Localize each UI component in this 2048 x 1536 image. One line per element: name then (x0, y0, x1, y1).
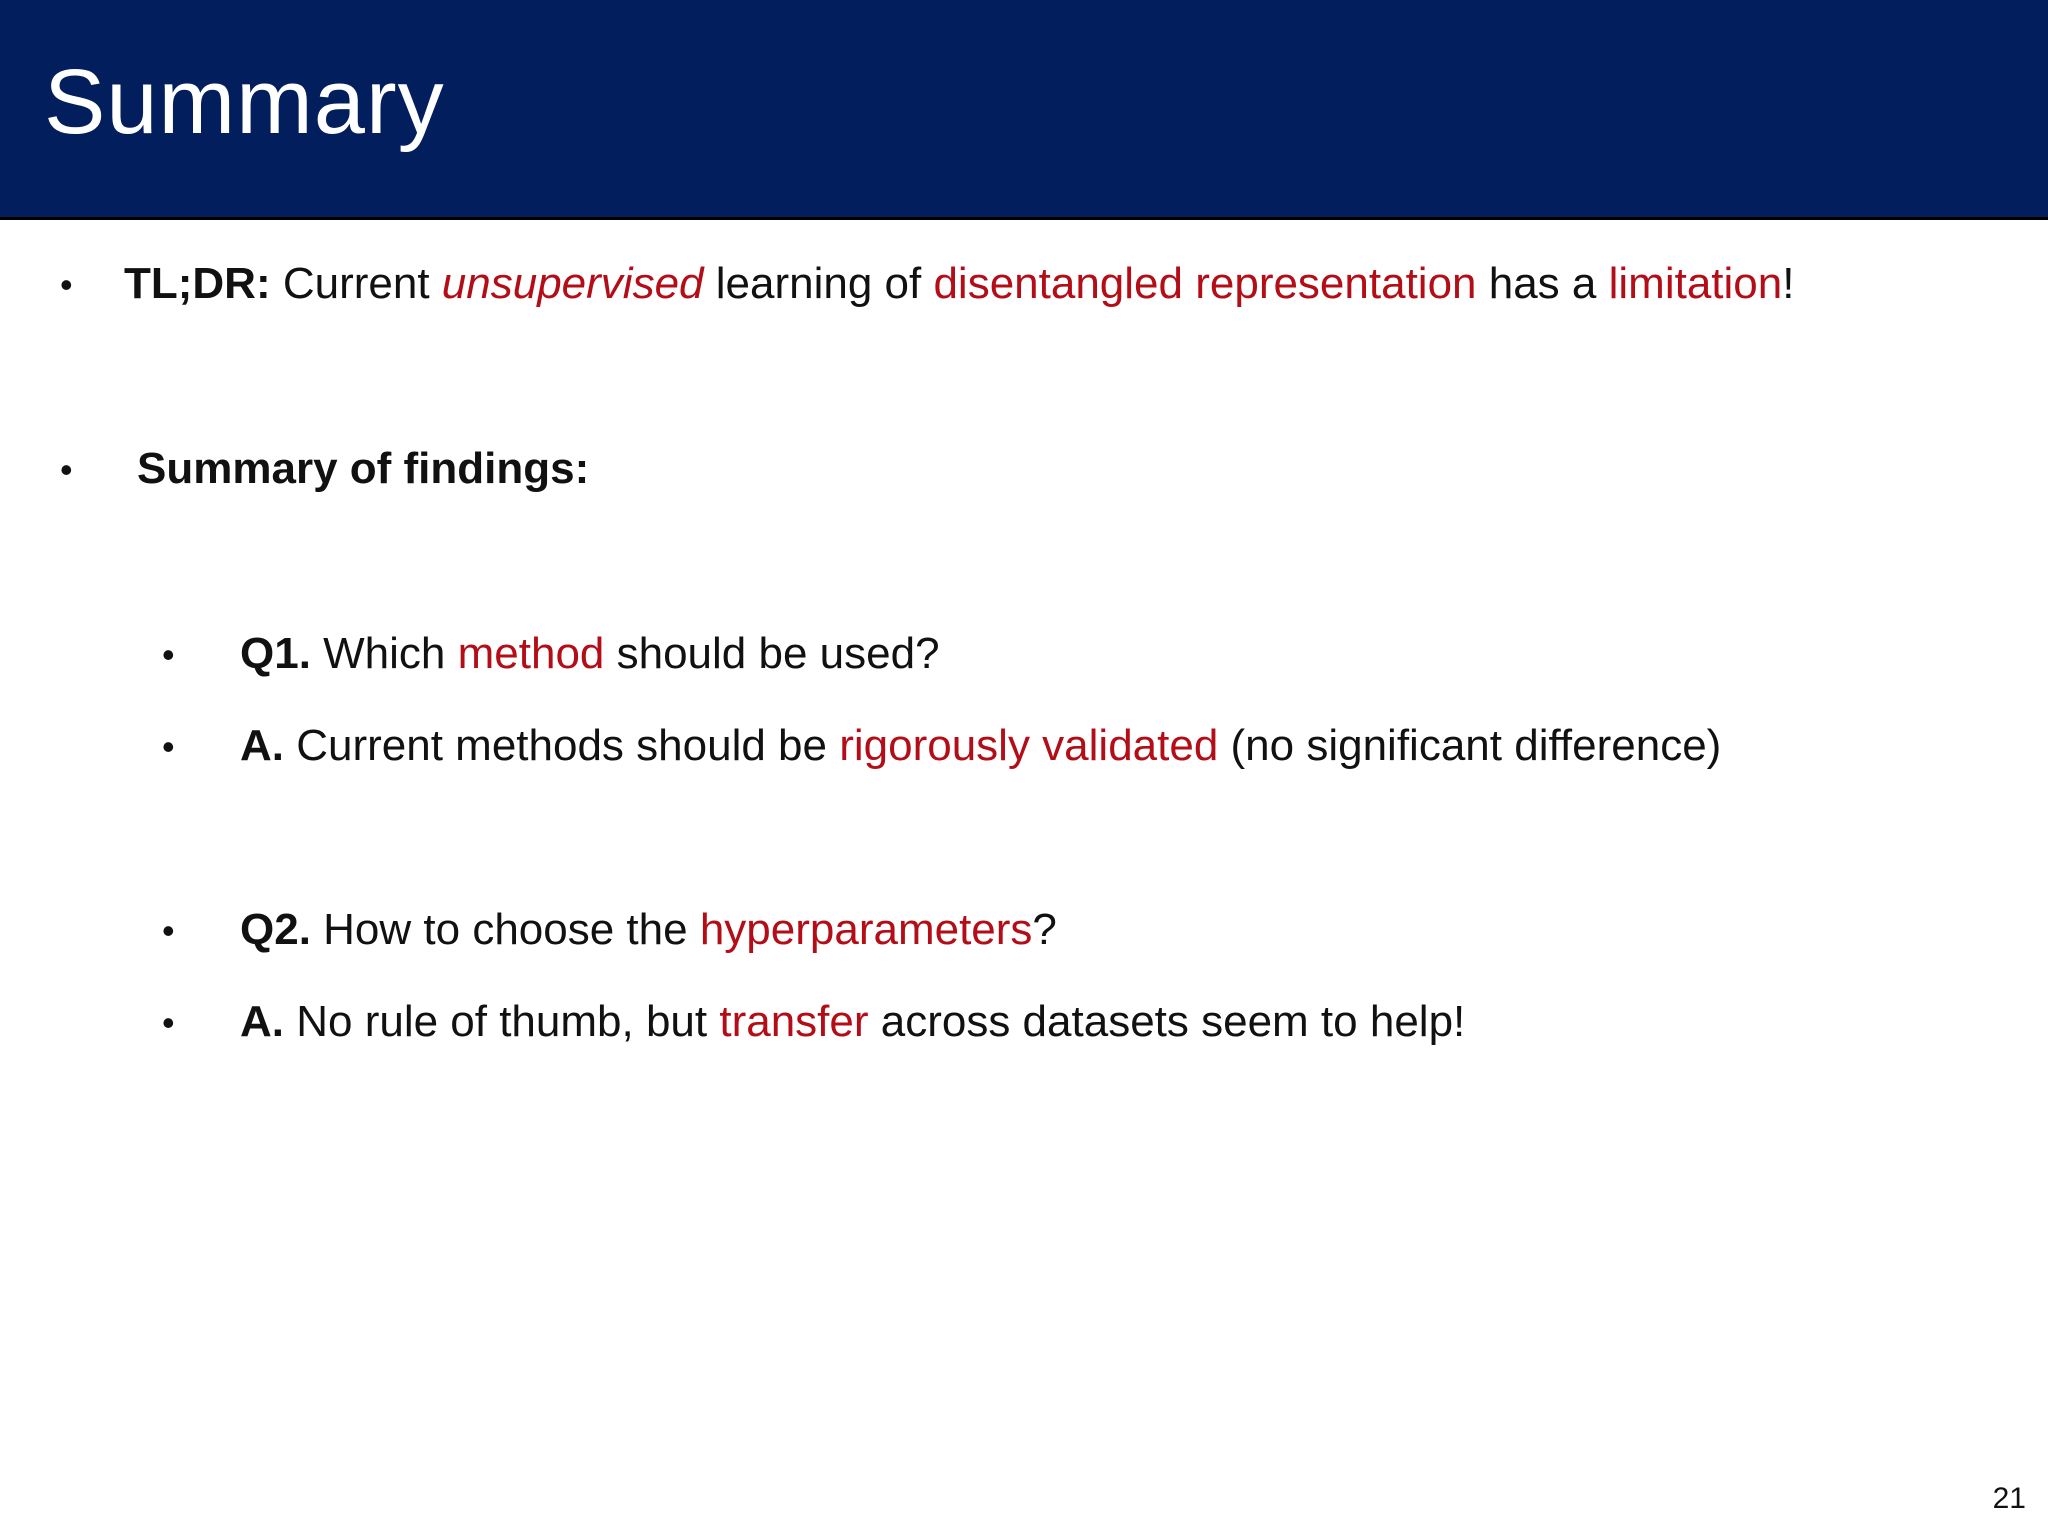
a1-highlight: rigorously validated (839, 721, 1219, 770)
tldr-text: Current (270, 259, 442, 308)
tldr-text: learning of (703, 259, 934, 308)
bullet-icon: • (60, 449, 73, 490)
a2-label: A. (240, 997, 284, 1046)
q2-highlight: hyperparameters (699, 905, 1033, 954)
a1-label: A. (240, 721, 284, 770)
q1-highlight: method (457, 629, 605, 678)
a2-text: No rule of thumb, but (284, 997, 720, 1046)
tldr-text: has a (1476, 259, 1609, 308)
tldr-label: TL;DR: (124, 259, 271, 308)
a1-text: Current methods should be (284, 721, 840, 770)
a1-text: (no significant difference) (1218, 721, 1722, 770)
bullet-icon: • (162, 634, 175, 675)
bullet-icon: • (162, 726, 175, 767)
q2-line (240, 904, 1057, 957)
q2-text: How to choose the (310, 905, 700, 954)
tldr-line (124, 258, 1794, 311)
slide-title: Summary (44, 51, 445, 153)
a2-text: across datasets seem to help! (868, 997, 1466, 1046)
a1-line (240, 720, 1721, 773)
page-number: 21 (1992, 1482, 2026, 1515)
bullet-icon: • (162, 1002, 175, 1043)
q2-text: ? (1032, 905, 1057, 954)
q1-line (240, 628, 940, 681)
tldr-highlight: limitation (1608, 259, 1783, 308)
tldr-highlight: disentangled representation (933, 259, 1477, 308)
a2-line (240, 996, 1465, 1049)
a2-highlight: transfer (719, 997, 869, 1046)
tldr-text: ! (1782, 259, 1795, 308)
tldr-highlight: unsupervised (441, 259, 704, 308)
q2-label: Q2. (240, 905, 311, 954)
q1-text: should be used? (604, 629, 940, 678)
q1-label: Q1. (240, 629, 311, 678)
findings-heading: Summary of findings: (137, 444, 590, 493)
bullet-icon: • (60, 264, 73, 305)
bullet-icon: • (162, 910, 175, 951)
title-bar (0, 0, 2048, 220)
q1-text: Which (310, 629, 458, 678)
